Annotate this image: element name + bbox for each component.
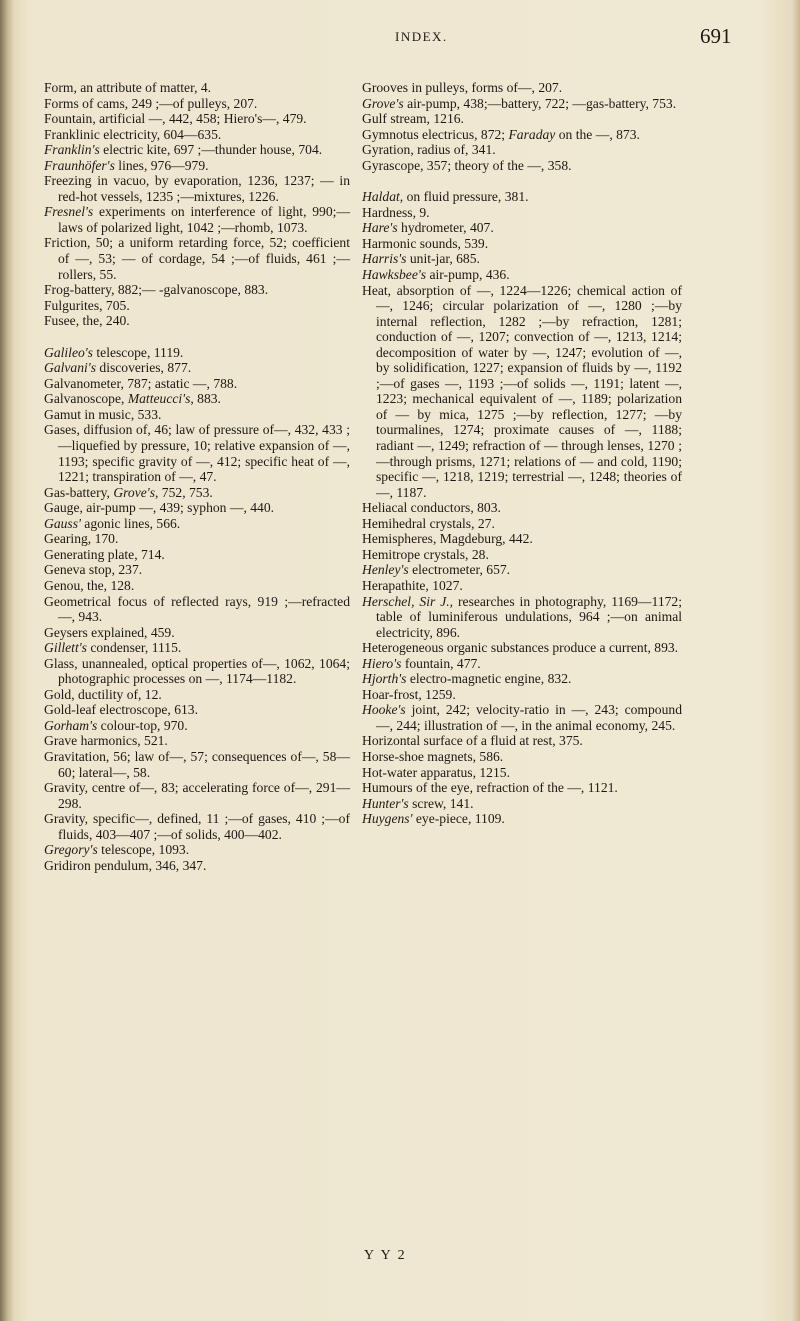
index-entry (44, 158, 350, 174)
entry-text: Frog-battery, 882;— -galvanoscope, 883. (44, 282, 269, 298)
index-entry (362, 531, 682, 547)
entry-text: Franklinic electricity, 604—635. (44, 126, 222, 142)
index-entry (44, 235, 350, 282)
index-entry (362, 189, 682, 205)
entry-italic-lead: Henley's (362, 562, 409, 578)
index-entry (362, 516, 682, 532)
entry-text: Humours of the eye, refraction of the —, 1121. (362, 780, 618, 796)
entry-text: Heliacal conductors, 803. (362, 500, 501, 516)
index-entry (44, 204, 350, 235)
entry-text: colour-top, 970. (97, 717, 188, 733)
entry-text: agonic lines, 566. (80, 515, 181, 531)
index-entry (44, 702, 350, 718)
index-entry (362, 283, 682, 501)
entry-italic-lead: Gregory's (44, 842, 98, 858)
entry-italic-lead: Fresnel's (44, 204, 94, 220)
entry-text: on fluid pressure, 381. (403, 189, 529, 205)
running-head: INDEX. (395, 29, 448, 44)
entry-text: Gauge, air-pump —, 439; syphon —, 440. (44, 500, 275, 516)
entry-text: Freezing in vacuo, by evaporation, 1236, 1237; — in red-hot vessels, 1235 ;—mixtures, 1226. (44, 173, 350, 204)
index-entry (44, 422, 350, 484)
entry-text: electric kite, 697 ;—thunder house, 704. (99, 142, 323, 158)
entry-text: Genou, the, 128. (44, 577, 135, 593)
index-entry (44, 360, 350, 376)
entry-text: Gravitation, 56; law of—, 57; consequences of—, 58—60; lateral—, 58. (44, 748, 350, 780)
entry-italic-lead: Hjorth's (362, 671, 407, 687)
index-entry (44, 516, 350, 532)
entry-text: Gold-leaf electroscope, 613. (44, 702, 198, 718)
entry-italic-lead: Haldat, (362, 189, 404, 205)
index-entry (44, 80, 350, 96)
entry-text: Grave harmonics, 521. (44, 733, 168, 749)
signature-mark: Y Y 2 (364, 1248, 407, 1263)
entry-italic-lead: Hare's (362, 220, 398, 236)
page-edge (792, 0, 800, 1321)
index-entry (362, 96, 682, 112)
index-entry (44, 640, 350, 656)
index-entry (44, 858, 350, 874)
entry-text: Friction, 50; a uniform retarding force, 52; coefficient of —, 53; — of cordage, 54 ;—of fluids, 461 ;— rollers, 55. (44, 235, 350, 282)
index-entry (362, 733, 682, 749)
entry-text: Geysers explained, 459. (44, 624, 175, 640)
index-entry (362, 500, 682, 516)
entry-text: Hardness, 9. (362, 204, 430, 220)
entry-text: electro-magnetic engine, 832. (406, 671, 572, 687)
index-entry (362, 562, 682, 578)
index-entry (44, 111, 350, 127)
index-entry (362, 142, 682, 158)
index-entry (44, 842, 350, 858)
index-entry (362, 80, 682, 96)
index-entry (362, 205, 682, 221)
entry-text: experiments on interference of light, 990;—laws of polarized light, 1042 ;—rhomb, 1073. (58, 204, 350, 235)
index-entry (362, 594, 682, 641)
entry-text: researches in photography, 1169—1172; table of luminiferous undulations, 964 ;—on animal electricity, 896. (376, 593, 682, 640)
entry-text: Herapathite, 1027. (362, 577, 463, 593)
index-entry (44, 718, 350, 734)
entry-text-tail: , 883. (190, 391, 221, 407)
entry-text: hydrometer, 407. (397, 220, 494, 236)
page-header (0, 24, 800, 54)
entry-text: telescope, 1119. (92, 344, 184, 360)
entry-text: Harmonic sounds, 539. (362, 235, 489, 251)
entry-text: Geometrical focus of reflected rays, 919 ;—refracted —, 943. (44, 593, 350, 625)
index-entry (44, 282, 350, 298)
entry-text: Gas-battery, (44, 484, 114, 500)
entry-italic-lead: Grove's (362, 95, 404, 111)
index-entry (362, 111, 682, 127)
entry-italic-lead: Herschel, Sir J., (362, 593, 454, 609)
entry-text: Gold, ductility of, 12. (44, 686, 162, 702)
index-entry (44, 485, 350, 501)
entry-italic-lead: Fraunhöfer's (44, 157, 115, 173)
entry-text: Fountain, artificial —, 442, 458; Hiero's—, 479. (44, 111, 307, 127)
index-column-left (44, 80, 350, 873)
index-entry (44, 733, 350, 749)
letter-section-gap (44, 329, 350, 345)
entry-text: Glass, unannealed, optical properties of—, 1062, 1064; photographic processes on —, 1174—1182. (44, 655, 350, 687)
entry-text: Heat, absorption of —, 1224—1226; chemical action of —, 1246; circular polarization of —, 1280 ;—by internal reflection, 1282 ;—by refraction, 1281; conduction of —, 1207; convection of —, 1213, 1214; decomposition of water by —, 1247; evolution of —, by solidification, 1227; expansion of fluids by —, 1192 ;—of gases —, 1193 ;—of solids —, 1191; latent —, 1223; mechanical equivalent of —, 1189; polarization of — by mica, 1275 ;—by reflection, 1277; —by tourmalines, 1274; proximate causes of —, 1188; radiant —, 1249; refraction of — through lenses, 1270 ;—through prisms, 1271; relations of — and cold, 1190; specific —, 1218, 1219; terrestrial —, 1248; theories of —, 1187. (362, 282, 682, 500)
entry-text: Gridiron pendulum, 346, 347. (44, 857, 207, 873)
entry-italic-name: Grove's (113, 484, 155, 500)
index-entry (44, 594, 350, 625)
index-entry (44, 531, 350, 547)
index-entry (44, 298, 350, 314)
entry-text: condenser, 1115. (86, 640, 182, 656)
entry-italic-lead: Galvani's (44, 360, 96, 376)
entry-text: unit-jar, 685. (406, 251, 480, 267)
index-entry (44, 96, 350, 112)
entry-italic-lead: Hiero's (362, 655, 402, 671)
index-entry (44, 656, 350, 687)
index-entry (362, 702, 682, 733)
index-entry (362, 158, 682, 174)
entry-text: telescope, 1093. (97, 842, 190, 858)
index-entry (44, 500, 350, 516)
entry-text: Gamut in music, 533. (44, 406, 162, 422)
entry-text-tail: on the —, 873. (555, 126, 640, 142)
entry-italic-name: Faraday (508, 126, 556, 142)
entry-text: Galvanoscope, (44, 391, 128, 407)
index-entry (362, 578, 682, 594)
entry-text: Gyration, radius of, 341. (362, 142, 496, 158)
entry-italic-lead: Galileo's (44, 344, 93, 360)
entry-italic-name: Matteucci's (127, 391, 191, 407)
entry-text: Horse-shoe magnets, 586. (362, 748, 504, 764)
entry-text: discoveries, 877. (96, 360, 192, 376)
index-entry (44, 749, 350, 780)
index-entry (44, 313, 350, 329)
entry-text: Gyrascope, 357; theory of the —, 358. (362, 157, 572, 173)
index-entry (44, 127, 350, 143)
index-entry (44, 578, 350, 594)
entry-italic-lead: Gauss' (44, 515, 81, 531)
entry-text: Hot-water apparatus, 1215. (362, 764, 510, 780)
index-entry (44, 625, 350, 641)
index-entry (44, 391, 350, 407)
entry-text: Form, an attribute of matter, 4. (44, 80, 212, 95)
entry-text: lines, 976—979. (114, 157, 209, 173)
index-entry (362, 671, 682, 687)
index-entry (362, 251, 682, 267)
entry-text: Gearing, 170. (44, 531, 119, 547)
index-entry (44, 562, 350, 578)
entry-text: joint, 242; velocity-ratio in —, 243; compound —, 244; illustration of —, in the animal economy, 245. (376, 702, 682, 733)
entry-text: Grooves in pulleys, forms of—, 207. (362, 80, 563, 95)
index-entry (44, 811, 350, 842)
entry-text: Hemihedral crystals, 27. (362, 515, 495, 531)
index-entry (362, 267, 682, 283)
index-entry (362, 236, 682, 252)
index-entry (44, 780, 350, 811)
entry-italic-lead: Hawksbee's (362, 267, 427, 283)
entry-text: Heterogeneous organic substances produce a current, 893. (362, 640, 679, 656)
index-entry (44, 345, 350, 361)
entry-text: Generating plate, 714. (44, 546, 165, 562)
index-entry (362, 749, 682, 765)
entry-text: Hemispheres, Magdeburg, 442. (362, 531, 533, 547)
entry-text: Horizontal surface of a fluid at rest, 375. (362, 733, 583, 749)
index-entry (362, 811, 682, 827)
entry-text: Gravity, centre of—, 83; accelerating force of—, 291—298. (44, 780, 350, 811)
index-entry (362, 220, 682, 236)
entry-text: Galvanometer, 787; astatic —, 788. (44, 375, 238, 391)
letter-section-gap (362, 173, 682, 189)
entry-italic-lead: Harris's (362, 251, 407, 267)
index-entry (362, 547, 682, 563)
entry-text: Hoar-frost, 1259. (362, 686, 456, 702)
entry-italic-lead: Gillett's (44, 640, 87, 656)
entry-text: eye-piece, 1109. (412, 811, 505, 827)
entry-italic-lead: Hunter's (362, 795, 409, 811)
index-entry (362, 127, 682, 143)
entry-text: Hemitrope crystals, 28. (362, 546, 489, 562)
entry-italic-lead: Huygens' (362, 811, 413, 827)
entry-text: Gymnotus electricus, 872; (362, 126, 509, 142)
entry-italic-lead: Hooke's (362, 702, 406, 718)
entry-text: Gravity, specific—, defined, 11 ;—of gases, 410 ;—of fluids, 403—407 ;—of solids, 400—402. (44, 811, 350, 842)
index-entry (362, 656, 682, 672)
entry-text: Fulgurites, 705. (44, 297, 130, 313)
index-entry (44, 142, 350, 158)
index-entry (362, 780, 682, 796)
index-entry (362, 687, 682, 703)
entry-italic-lead: Gorham's (44, 717, 98, 733)
index-entry (44, 407, 350, 423)
entry-text: air-pump, 436. (426, 267, 510, 283)
index-entry (362, 765, 682, 781)
entry-text: air-pump, 438;—battery, 722; —gas-battery, 753. (403, 95, 677, 111)
entry-text: Fusee, the, 240. (44, 313, 130, 329)
entry-text: screw, 141. (408, 795, 474, 811)
entry-text: fountain, 477. (401, 655, 481, 671)
entry-text: Geneva stop, 237. (44, 562, 143, 578)
entry-italic-lead: Franklin's (44, 142, 100, 158)
index-entry (44, 687, 350, 703)
spine-shadow (0, 0, 14, 1321)
page-number: 691 (700, 24, 732, 48)
entry-text: Forms of cams, 249 ;—of pulleys, 207. (44, 95, 258, 111)
index-entry (362, 796, 682, 812)
entry-text-tail: , 752, 753. (155, 484, 213, 500)
index-entry (44, 376, 350, 392)
index-entry (44, 547, 350, 563)
index-entry (362, 640, 682, 656)
index-entry (44, 173, 350, 204)
entry-text: electrometer, 657. (408, 562, 511, 578)
entry-text: Gases, diffusion of, 46; law of pressure of—, 432, 433 ;—liquefied by pressure, 10; relative expansion of —, 1193; specific gravity of —, 412; specific heat of —, 1221; transpiration of —, 47. (44, 422, 350, 485)
index-column-right (362, 80, 682, 827)
entry-text: Gulf stream, 1216. (362, 111, 464, 127)
